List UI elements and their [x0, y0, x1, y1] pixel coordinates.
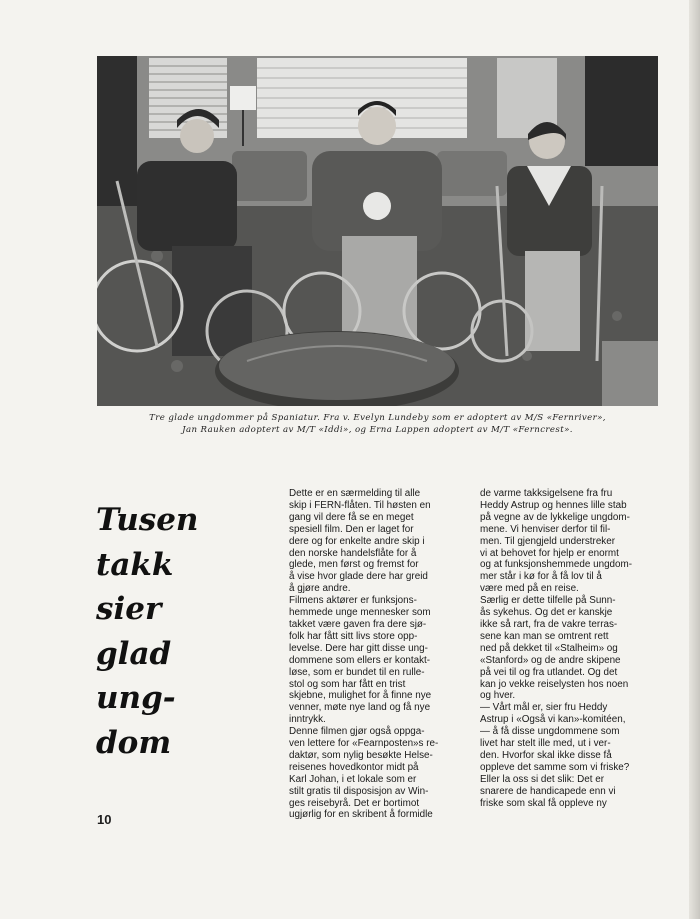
photo-caption: [97, 412, 658, 436]
headline-line: dom: [96, 724, 172, 761]
page-edge-shadow: [689, 0, 700, 919]
photo-caption-line: Tre glade ungdommer på Spaniatur. Fra v. Evelyn Lundeby som er adoptert av M/S «Fernriver»,: [149, 413, 606, 423]
headline-line: ung-: [96, 680, 176, 716]
photo-caption-line: Jan Rauken adoptert av M/T «Iddi», og Erna Lappen adoptert av M/T «Ferncrest».: [182, 425, 573, 435]
page-number: 10: [97, 812, 112, 827]
headline-line: sier: [96, 591, 162, 627]
article-headline: [96, 498, 286, 765]
article-column-1: [289, 488, 459, 821]
article-column-2: [480, 488, 660, 809]
headline-line: Tusen: [96, 502, 199, 538]
headline-line: takk: [96, 546, 174, 583]
photograph-three-youths-in-wheelchairs: [97, 56, 658, 406]
headline-line: glad: [96, 635, 172, 672]
article-text: Dette er en særmelding til alle skip i FERN-flåten. Til høsten en gang vil dere få se en meget spesiell film. Den er laget for dere og for enkelte andre skip i den norske handelsflåte for å glede, men først og fremst for å vise hvor glade dere har greid å gjøre andre. Filmens aktører er funksjons- hemmede unge mennesker som takket være gaven fra dere sjø- folk har fått sitt livs store opp- levelse. Dere har gitt disse ung- dommene som ellers er kontakt- løse, som er bundet til en rulle- stol og som har fått en trist skjebne, mulighet for å finne nye venner, møte nye land og få nye inntrykk. Denne filmen gjør også oppga- ven lettere for «Fearnposten»s re- daktør, som nylig besøkte Helse- reisenes hovedkontor midt på Karl Johan, i et lokale som er stilt gratis til disposisjon av Win- ges reisebyrå. Det er bortimot ugjørlig for en skribent å formidle: [289, 488, 439, 821]
article-text: de varme takksigelsene fra fru Heddy Astrup og hennes lille stab på vegne av de lykkelige ungdom- mene. Vi henviser derfor til fil- men. Til gjengjeld understreker vi at behovet for hjelp er enormt og at funksjonshemmede ungdom- mer står i kø for å få lov til å være med på en reise. Særlig er dette tilfelle på Sunn- ås sykehus. Og det er kanskje ikke så rart, fra de vakre terras- sene kan man se omtrent rett ned på dekket til «Stalheim» og «Stanford» og de andre skipene på vei til og fra utlandet. Og det kan jo vekke reiselysten hos noen og hver. — Vårt mål er, sier fru Heddy Astrup i «Også vi kan»-komitéen, — å få disse ungdommene som livet har stelt ille med, ut i ver- den. Hvorfor skal ikke disse få oppleve det samme som vi friske? Eller la oss si det slik: Det er snarere de handicapede enn vi friske som skal få oppleve ny: [480, 488, 633, 809]
